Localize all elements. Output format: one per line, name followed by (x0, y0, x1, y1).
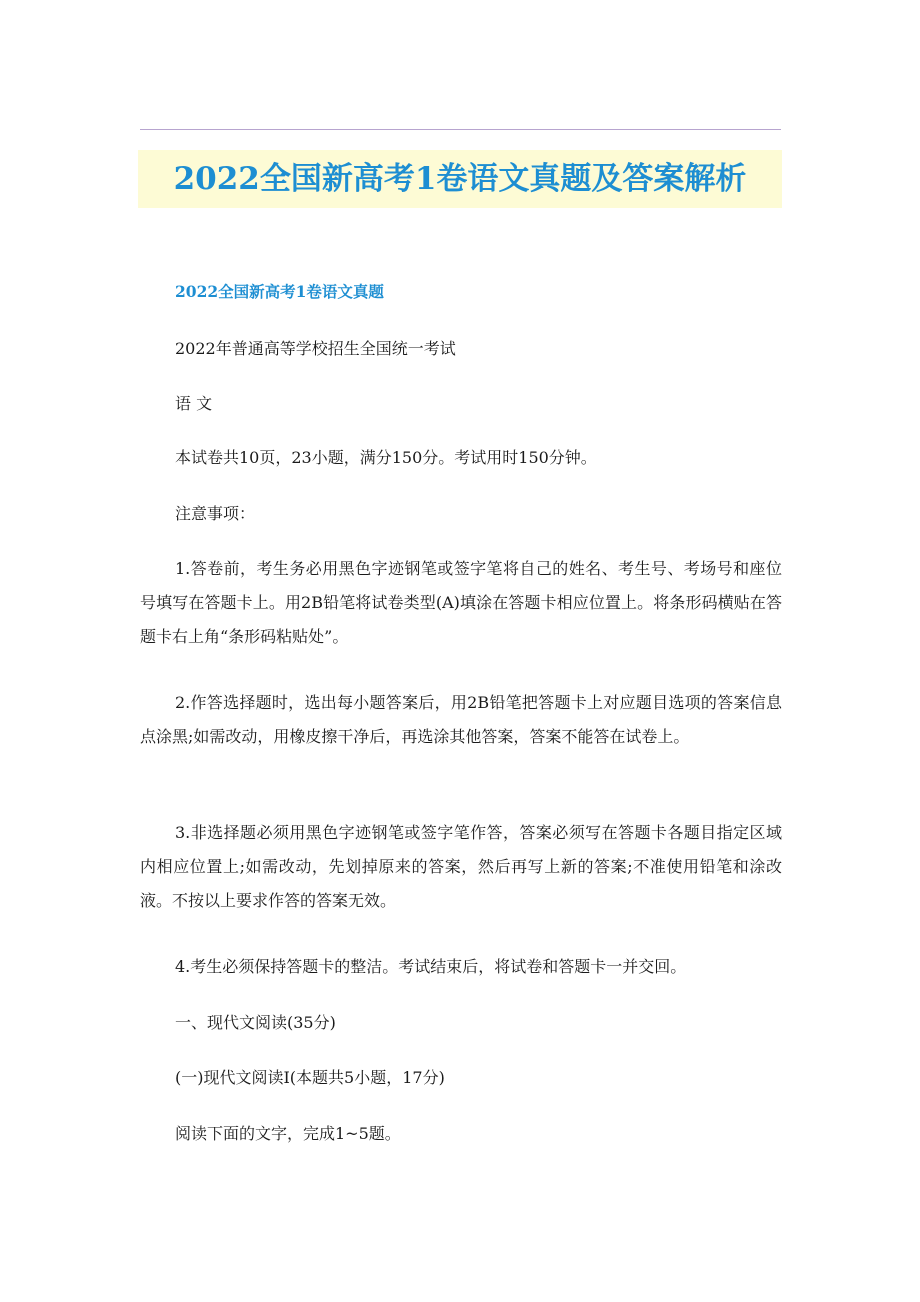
document-title: 2022全国新高考1卷语文真题及答案解析 (138, 150, 782, 208)
exam-name: 2022年普通高等学校招生全国统一考试 (175, 339, 456, 358)
part-one-subheading: (一)现代文阅读Ⅰ(本题共5小题，17分) (175, 1068, 445, 1087)
exam-info: 本试卷共10页，23小题，满分150分。考试用时150分钟。 (175, 448, 597, 467)
notice-item-1: 1.答卷前，考生务必用黑色字迹钢笔或签字笔将自己的姓名、考生号、考场号和座位号填写在答题卡上。用2B铅笔将试卷类型(A)填涂在答题卡相应位置上。将条形码横贴在答题卡右上角“条形码粘贴处”。 (140, 559, 782, 646)
part-one-heading: 一、现代文阅读(35分) (175, 1013, 336, 1032)
section-heading: 2022全国新高考1卷语文真题 (175, 282, 384, 301)
reading-instruction: 阅读下面的文字，完成1~5题。 (175, 1124, 401, 1143)
header-divider (140, 129, 781, 130)
notice-item-2: 2.作答选择题时，选出每小题答案后，用2B铅笔把答题卡上对应题目选项的答案信息点涂黑;如需改动，用橡皮擦干净后，再选涂其他答案，答案不能答在试卷上。 (140, 693, 782, 746)
notice-item-4: 4.考生必须保持答题卡的整洁。考试结束后，将试卷和答题卡一并交回。 (175, 957, 687, 976)
notice-heading: 注意事项： (175, 504, 256, 523)
subject-label: 语 文 (175, 394, 213, 413)
notice-item-3: 3.非选择题必须用黑色字迹钢笔或签字笔作答，答案必须写在答题卡各题目指定区域内相应位置上;如需改动，先划掉原来的答案，然后再写上新的答案;不准使用铅笔和涂改液。不按以上要求作答的答案无效。 (140, 823, 782, 910)
